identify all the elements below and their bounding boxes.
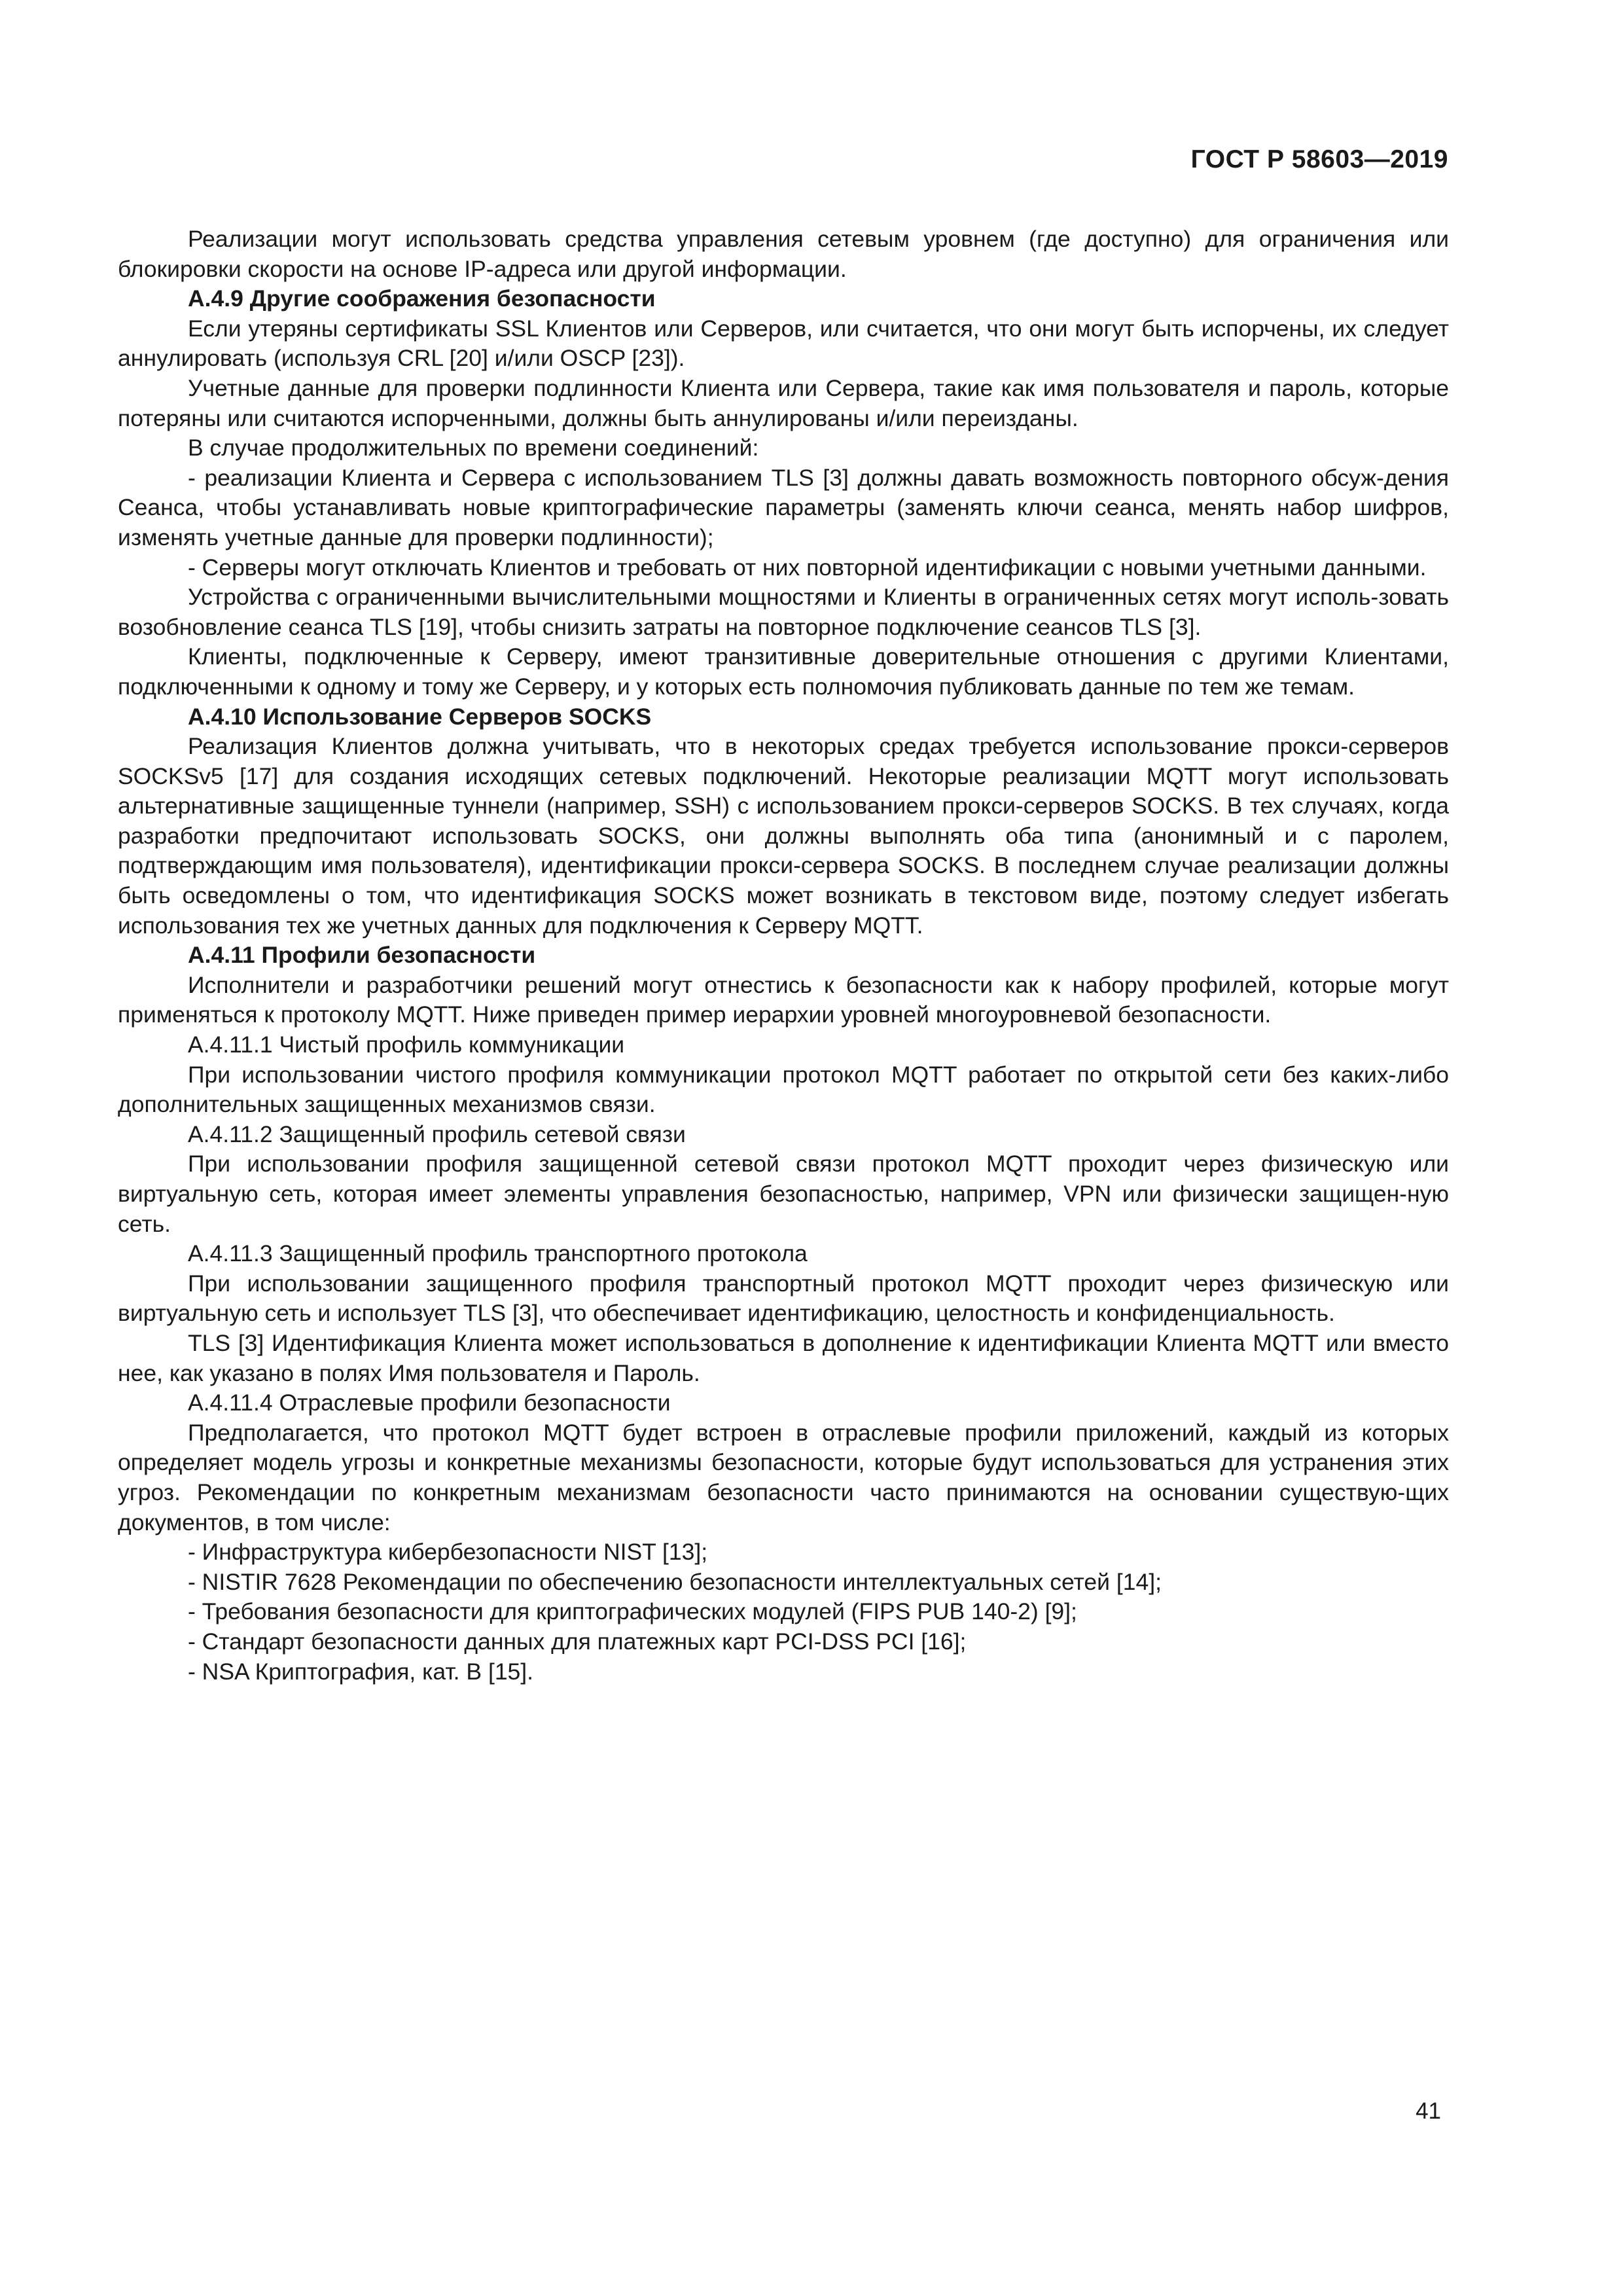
section-heading: А.4.11 Профили безопасности: [188, 942, 536, 969]
paragraph: В случае продолжительных по времени соединений:: [188, 435, 759, 461]
list-item: - Стандарт безопасности данных для платежных карт PCI-DSS PCI [16];: [188, 1628, 967, 1655]
paragraph: Предполагается, что протокол MQTT будет встроен в отраслевые профили приложений, каждый из которых определяет модель угрозы и конкретные механизмы безопасности, которые будут использоваться для устранения этих угроз. Рекомендации по конкретным механизмам безопасности часто принимаются на основании существую-щих документов, в том числе:: [118, 1419, 1449, 1535]
subsection-heading: А.4.11.4 Отраслевые профили безопасности: [188, 1390, 671, 1416]
paragraph: Устройства с ограниченными вычислительными мощностями и Клиенты в ограниченных сетях могут исполь-зовать возобновление сеанса TLS [19], чтобы снизить затраты на повторное подключение сеансов TLS [3].: [118, 584, 1449, 640]
list-item: - Серверы могут отключать Клиентов и требовать от них повторной идентификации с новыми учетными данными.: [188, 554, 1427, 581]
paragraph: При использовании чистого профиля коммуникации протокол MQTT работает по открытой сети без каких-либо дополнительных защищенных механизмов связи.: [118, 1061, 1449, 1118]
list-item: - NSA Криптография, кат. B [15].: [188, 1658, 534, 1685]
paragraph: Клиенты, подключенные к Серверу, имеют транзитивные доверительные отношения с другими Клиентами, подключенными к одному и тому же Серверу, и у которых есть полномочия публиковать данные по тем же темам.: [118, 643, 1449, 700]
list-item: - реализации Клиента и Сервера с использованием TLS [3] должны давать возможность повторного обсуж-дения Сеанса, чтобы устанавливать новые криптографические параметры (заменять ключи сеанса, менять набор шифров, изменять учетные данные для проверки подлинности);: [118, 464, 1449, 550]
paragraph: Реализации могут использовать средства управления сетевым уровнем (где доступно) для ограничения или блокировки скорости на основе IP-адреса или другой информации.: [118, 226, 1449, 282]
paragraph: Если утеряны сертификаты SSL Клиентов или Серверов, или считается, что они могут быть испорчены, их следует аннулировать (используя CRL [20] и/или OSCP [23]).: [118, 315, 1449, 372]
paragraph: Учетные данные для проверки подлинности Клиента или Сервера, такие как имя пользователя и пароль, которые потеряны или считаются испорченными, должны быть аннулированы и/или переизданы.: [118, 374, 1449, 431]
paragraph: Реализация Клиентов должна учитывать, что в некоторых средах требуется использование прокси-серверов SOCKSv5 [17] для создания исходящих сетевых подключений. Некоторые реализации MQTT могут использовать альтернативные защищенные туннели (например, SSH) с использованием прокси-серверов SOCKS. В тех случаях, когда разработки предпочитают использовать SOCKS, они должны выполнять оба типа (анонимный и с паролем, подтверждающим имя пользователя), идентификации прокси-сервера SOCKS. В последнем случае реализации должны быть осведомлены о том, что идентификация SOCKS может возникать в текстовом виде, поэтому следует избегать использования тех же учетных данных для подключения к Серверу MQTT.: [118, 733, 1449, 939]
subsection-heading: А.4.11.2 Защищенный профиль сетевой связи: [188, 1121, 686, 1147]
list-item: - NISTIR 7628 Рекомендации по обеспечению безопасности интеллектуальных сетей [14];: [188, 1568, 1162, 1595]
paragraph: При использовании профиля защищенной сетевой связи протокол MQTT проходит через физическую или виртуальную сеть, которая имеет элементы управления безопасностью, например, VPN или физически защищен-ную сеть.: [118, 1151, 1449, 1237]
paragraph: При использовании защищенного профиля транспортный протокол MQTT проходит через физическую или виртуальную сеть и использует TLS [3], что обеспечивает идентификацию, целостность и конфиденциальность.: [118, 1270, 1449, 1327]
section-heading: А.4.10 Использование Серверов SOCKS: [188, 703, 652, 730]
list-item: - Инфраструктура кибербезопасности NIST [13];: [188, 1539, 708, 1566]
paragraph: Исполнители и разработчики решений могут отнестись к безопасности как к набору профилей, которые могут применяться к протоколу MQTT. Ниже приведен пример иерархии уровней многоуровневой безопасности.: [118, 971, 1449, 1028]
subsection-heading: А.4.11.1 Чистый профиль коммуникации: [188, 1031, 625, 1058]
subsection-heading: А.4.11.3 Защищенный профиль транспортного протокола: [188, 1240, 808, 1267]
page-number: 41: [1416, 2098, 1441, 2124]
paragraph: TLS [3] Идентификация Клиента может использоваться в дополнение к идентификации Клиента MQTT или вместо нее, как указано в полях Имя пользователя и Пароль.: [118, 1329, 1449, 1386]
list-item: - Требования безопасности для криптографических модулей (FIPS PUB 140-2) [9];: [188, 1598, 1077, 1625]
document-header: ГОСТ Р 58603—2019: [1190, 145, 1448, 173]
section-heading: А.4.9 Другие соображения безопасности: [188, 285, 656, 312]
document-body: [118, 224, 1449, 1687]
